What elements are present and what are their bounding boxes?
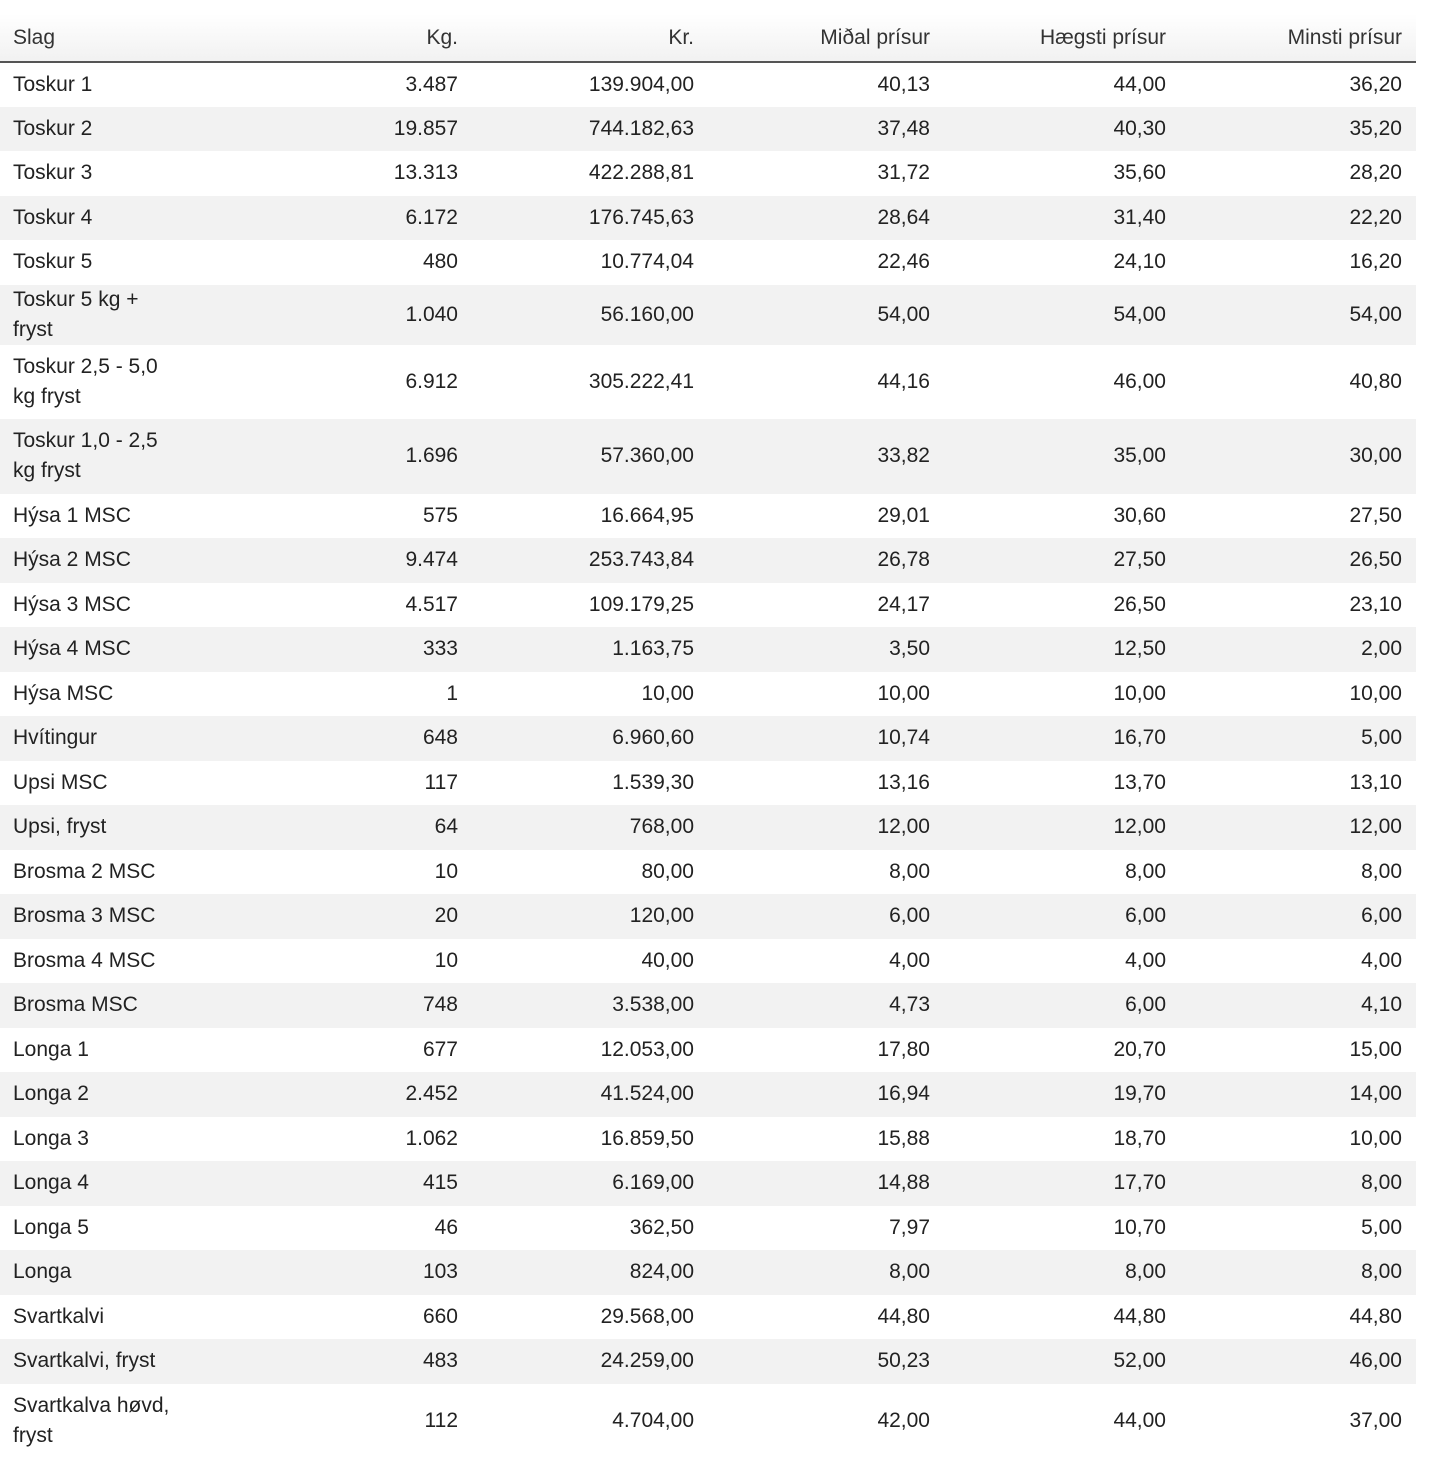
table-row [0,1117,1416,1162]
cell-lowest-price: 40,80 [1180,345,1416,420]
cell-kr: 109.179,25 [472,583,708,628]
cell-lowest-price: 36,20 [1180,62,1416,107]
cell-kr: 768,00 [472,805,708,850]
cell-average-price: 8,00 [708,1250,944,1295]
cell-lowest-price: 5,00 [1180,1206,1416,1251]
column-header-lowest-price[interactable]: Minsti prísur [1180,14,1416,62]
table-row [0,419,1416,494]
cell-kg: 19.857 [236,107,472,152]
table-row [0,1250,1416,1295]
cell-average-price: 29,01 [708,494,944,539]
table-row [0,805,1416,850]
table-row [0,983,1416,1028]
cell-lowest-price: 4,00 [1180,939,1416,984]
table-row [0,1072,1416,1117]
table-row [0,1161,1416,1206]
cell-lowest-price: 23,10 [1180,583,1416,628]
cell-lowest-price: 54,00 [1180,285,1416,345]
cell-kr: 10,00 [472,672,708,717]
cell-highest-price: 44,00 [944,1384,1180,1458]
table-row [0,894,1416,939]
cell-average-price: 16,94 [708,1072,944,1117]
cell-species: Hýsa 3 MSC [0,583,236,628]
cell-kg: 677 [236,1028,472,1073]
cell-average-price: 24,17 [708,583,944,628]
cell-species: Svartkalvi [0,1295,236,1340]
cell-highest-price: 40,30 [944,107,1180,152]
cell-highest-price: 19,70 [944,1072,1180,1117]
cell-kr: 6.960,60 [472,716,708,761]
cell-kg: 660 [236,1295,472,1340]
cell-kr: 41.524,00 [472,1072,708,1117]
cell-kg: 3.487 [236,62,472,107]
cell-species: Toskur 3 [0,151,236,196]
cell-lowest-price: 28,20 [1180,151,1416,196]
table-row [0,850,1416,895]
cell-average-price: 42,00 [708,1384,944,1458]
cell-lowest-price: 4,10 [1180,983,1416,1028]
cell-species: Hýsa 1 MSC [0,494,236,539]
cell-kg: 64 [236,805,472,850]
column-header-average-price[interactable]: Miðal prísur [708,14,944,62]
cell-kg: 333 [236,627,472,672]
cell-kr: 4.704,00 [472,1384,708,1458]
cell-kg: 2.452 [236,1072,472,1117]
cell-kr: 1.539,30 [472,761,708,806]
cell-lowest-price: 26,50 [1180,538,1416,583]
cell-kg: 1.062 [236,1117,472,1162]
table-body [0,62,1416,1458]
cell-species: Longa 4 [0,1161,236,1206]
cell-kr: 16.664,95 [472,494,708,539]
cell-kg: 20 [236,894,472,939]
cell-kr: 10.774,04 [472,240,708,285]
cell-kr: 362,50 [472,1206,708,1251]
cell-average-price: 54,00 [708,285,944,345]
cell-kg: 103 [236,1250,472,1295]
cell-lowest-price: 14,00 [1180,1072,1416,1117]
cell-highest-price: 35,00 [944,419,1180,494]
cell-highest-price: 26,50 [944,583,1180,628]
cell-species: Toskur 4 [0,196,236,241]
cell-species: Svartkalva høvd, fryst [0,1384,236,1458]
table-row [0,538,1416,583]
cell-kr: 176.745,63 [472,196,708,241]
cell-lowest-price: 2,00 [1180,627,1416,672]
cell-average-price: 3,50 [708,627,944,672]
cell-lowest-price: 13,10 [1180,761,1416,806]
cell-average-price: 14,88 [708,1161,944,1206]
cell-kg: 10 [236,850,472,895]
cell-kr: 744.182,63 [472,107,708,152]
cell-highest-price: 35,60 [944,151,1180,196]
cell-kg: 415 [236,1161,472,1206]
cell-kr: 40,00 [472,939,708,984]
table-row [0,345,1416,420]
cell-highest-price: 8,00 [944,1250,1180,1295]
cell-highest-price: 44,00 [944,62,1180,107]
cell-kg: 6.912 [236,345,472,420]
cell-highest-price: 13,70 [944,761,1180,806]
cell-lowest-price: 44,80 [1180,1295,1416,1340]
cell-kr: 422.288,81 [472,151,708,196]
cell-kr: 305.222,41 [472,345,708,420]
cell-kg: 46 [236,1206,472,1251]
table-row [0,1384,1416,1458]
cell-kr: 24.259,00 [472,1339,708,1384]
cell-kg: 10 [236,939,472,984]
cell-species: Toskur 5 [0,240,236,285]
table-row [0,1339,1416,1384]
column-header-kg[interactable]: Kg. [236,14,472,62]
cell-average-price: 28,64 [708,196,944,241]
table-header [0,14,1416,62]
cell-kr: 120,00 [472,894,708,939]
cell-lowest-price: 6,00 [1180,894,1416,939]
cell-average-price: 17,80 [708,1028,944,1073]
cell-species: Hýsa 2 MSC [0,538,236,583]
cell-highest-price: 46,00 [944,345,1180,420]
cell-average-price: 10,74 [708,716,944,761]
cell-species: Brosma 3 MSC [0,894,236,939]
cell-kr: 6.169,00 [472,1161,708,1206]
cell-average-price: 44,16 [708,345,944,420]
cell-kr: 80,00 [472,850,708,895]
cell-average-price: 4,73 [708,983,944,1028]
cell-kr: 12.053,00 [472,1028,708,1073]
table-row [0,196,1416,241]
cell-kr: 29.568,00 [472,1295,708,1340]
cell-average-price: 44,80 [708,1295,944,1340]
cell-highest-price: 20,70 [944,1028,1180,1073]
table-row [0,1028,1416,1073]
cell-kg: 483 [236,1339,472,1384]
cell-kg: 648 [236,716,472,761]
cell-species: Toskur 1,0 - 2,5 kg fryst [0,419,236,494]
cell-lowest-price: 12,00 [1180,805,1416,850]
column-header-kr[interactable]: Kr. [472,14,708,62]
cell-lowest-price: 30,00 [1180,419,1416,494]
cell-highest-price: 30,60 [944,494,1180,539]
table-row [0,62,1416,107]
cell-lowest-price: 27,50 [1180,494,1416,539]
header-row [0,14,1416,62]
cell-average-price: 12,00 [708,805,944,850]
cell-species: Toskur 2,5 - 5,0 kg fryst [0,345,236,420]
table-row [0,716,1416,761]
table-row [0,672,1416,717]
cell-kg: 480 [236,240,472,285]
fish-price-table [0,14,1416,1458]
cell-lowest-price: 5,00 [1180,716,1416,761]
cell-highest-price: 12,00 [944,805,1180,850]
cell-highest-price: 17,70 [944,1161,1180,1206]
cell-kg: 575 [236,494,472,539]
cell-kg: 112 [236,1384,472,1458]
cell-species: Toskur 2 [0,107,236,152]
cell-kg: 748 [236,983,472,1028]
cell-species: Brosma 4 MSC [0,939,236,984]
cell-lowest-price: 35,20 [1180,107,1416,152]
cell-kr: 16.859,50 [472,1117,708,1162]
cell-average-price: 22,46 [708,240,944,285]
cell-average-price: 40,13 [708,62,944,107]
cell-kg: 1.696 [236,419,472,494]
cell-species: Toskur 1 [0,62,236,107]
cell-species: Longa 2 [0,1072,236,1117]
cell-species: Longa 1 [0,1028,236,1073]
cell-species: Upsi MSC [0,761,236,806]
cell-highest-price: 6,00 [944,983,1180,1028]
cell-highest-price: 44,80 [944,1295,1180,1340]
cell-highest-price: 12,50 [944,627,1180,672]
cell-lowest-price: 8,00 [1180,1250,1416,1295]
cell-species: Longa [0,1250,236,1295]
cell-highest-price: 8,00 [944,850,1180,895]
cell-average-price: 13,16 [708,761,944,806]
table-row [0,761,1416,806]
cell-highest-price: 16,70 [944,716,1180,761]
cell-highest-price: 31,40 [944,196,1180,241]
cell-kg: 1 [236,672,472,717]
cell-species: Svartkalvi, fryst [0,1339,236,1384]
cell-species: Longa 5 [0,1206,236,1251]
table-row [0,1206,1416,1251]
column-header-species[interactable]: Slag [0,14,236,62]
cell-highest-price: 54,00 [944,285,1180,345]
cell-lowest-price: 8,00 [1180,850,1416,895]
cell-species: Hýsa MSC [0,672,236,717]
cell-kr: 56.160,00 [472,285,708,345]
cell-kg: 4.517 [236,583,472,628]
cell-kg: 1.040 [236,285,472,345]
cell-kr: 139.904,00 [472,62,708,107]
cell-kr: 57.360,00 [472,419,708,494]
table-row [0,285,1416,345]
cell-kr: 824,00 [472,1250,708,1295]
cell-highest-price: 27,50 [944,538,1180,583]
cell-kg: 13.313 [236,151,472,196]
cell-average-price: 7,97 [708,1206,944,1251]
cell-highest-price: 10,70 [944,1206,1180,1251]
cell-highest-price: 24,10 [944,240,1180,285]
table-row [0,939,1416,984]
cell-average-price: 10,00 [708,672,944,717]
table-row [0,627,1416,672]
cell-species: Hýsa 4 MSC [0,627,236,672]
table-row [0,240,1416,285]
cell-lowest-price: 10,00 [1180,1117,1416,1162]
cell-average-price: 8,00 [708,850,944,895]
cell-average-price: 26,78 [708,538,944,583]
cell-kg: 6.172 [236,196,472,241]
cell-highest-price: 52,00 [944,1339,1180,1384]
cell-species: Toskur 5 kg + fryst [0,285,236,345]
table-row [0,494,1416,539]
cell-lowest-price: 46,00 [1180,1339,1416,1384]
cell-highest-price: 18,70 [944,1117,1180,1162]
cell-species: Brosma 2 MSC [0,850,236,895]
table-row [0,151,1416,196]
cell-average-price: 37,48 [708,107,944,152]
cell-kg: 117 [236,761,472,806]
column-header-highest-price[interactable]: Hægsti prísur [944,14,1180,62]
cell-lowest-price: 10,00 [1180,672,1416,717]
cell-kr: 3.538,00 [472,983,708,1028]
cell-highest-price: 10,00 [944,672,1180,717]
cell-lowest-price: 37,00 [1180,1384,1416,1458]
cell-average-price: 6,00 [708,894,944,939]
cell-average-price: 4,00 [708,939,944,984]
cell-average-price: 50,23 [708,1339,944,1384]
cell-average-price: 15,88 [708,1117,944,1162]
cell-highest-price: 6,00 [944,894,1180,939]
cell-kr: 253.743,84 [472,538,708,583]
cell-average-price: 31,72 [708,151,944,196]
cell-lowest-price: 8,00 [1180,1161,1416,1206]
cell-species: Upsi, fryst [0,805,236,850]
cell-species: Brosma MSC [0,983,236,1028]
price-table-container [0,14,1416,1458]
cell-highest-price: 4,00 [944,939,1180,984]
cell-kr: 1.163,75 [472,627,708,672]
table-row [0,1295,1416,1340]
cell-lowest-price: 22,20 [1180,196,1416,241]
cell-lowest-price: 15,00 [1180,1028,1416,1073]
cell-species: Longa 3 [0,1117,236,1162]
cell-kg: 9.474 [236,538,472,583]
table-row [0,107,1416,152]
table-row [0,583,1416,628]
cell-average-price: 33,82 [708,419,944,494]
cell-lowest-price: 16,20 [1180,240,1416,285]
cell-species: Hvítingur [0,716,236,761]
